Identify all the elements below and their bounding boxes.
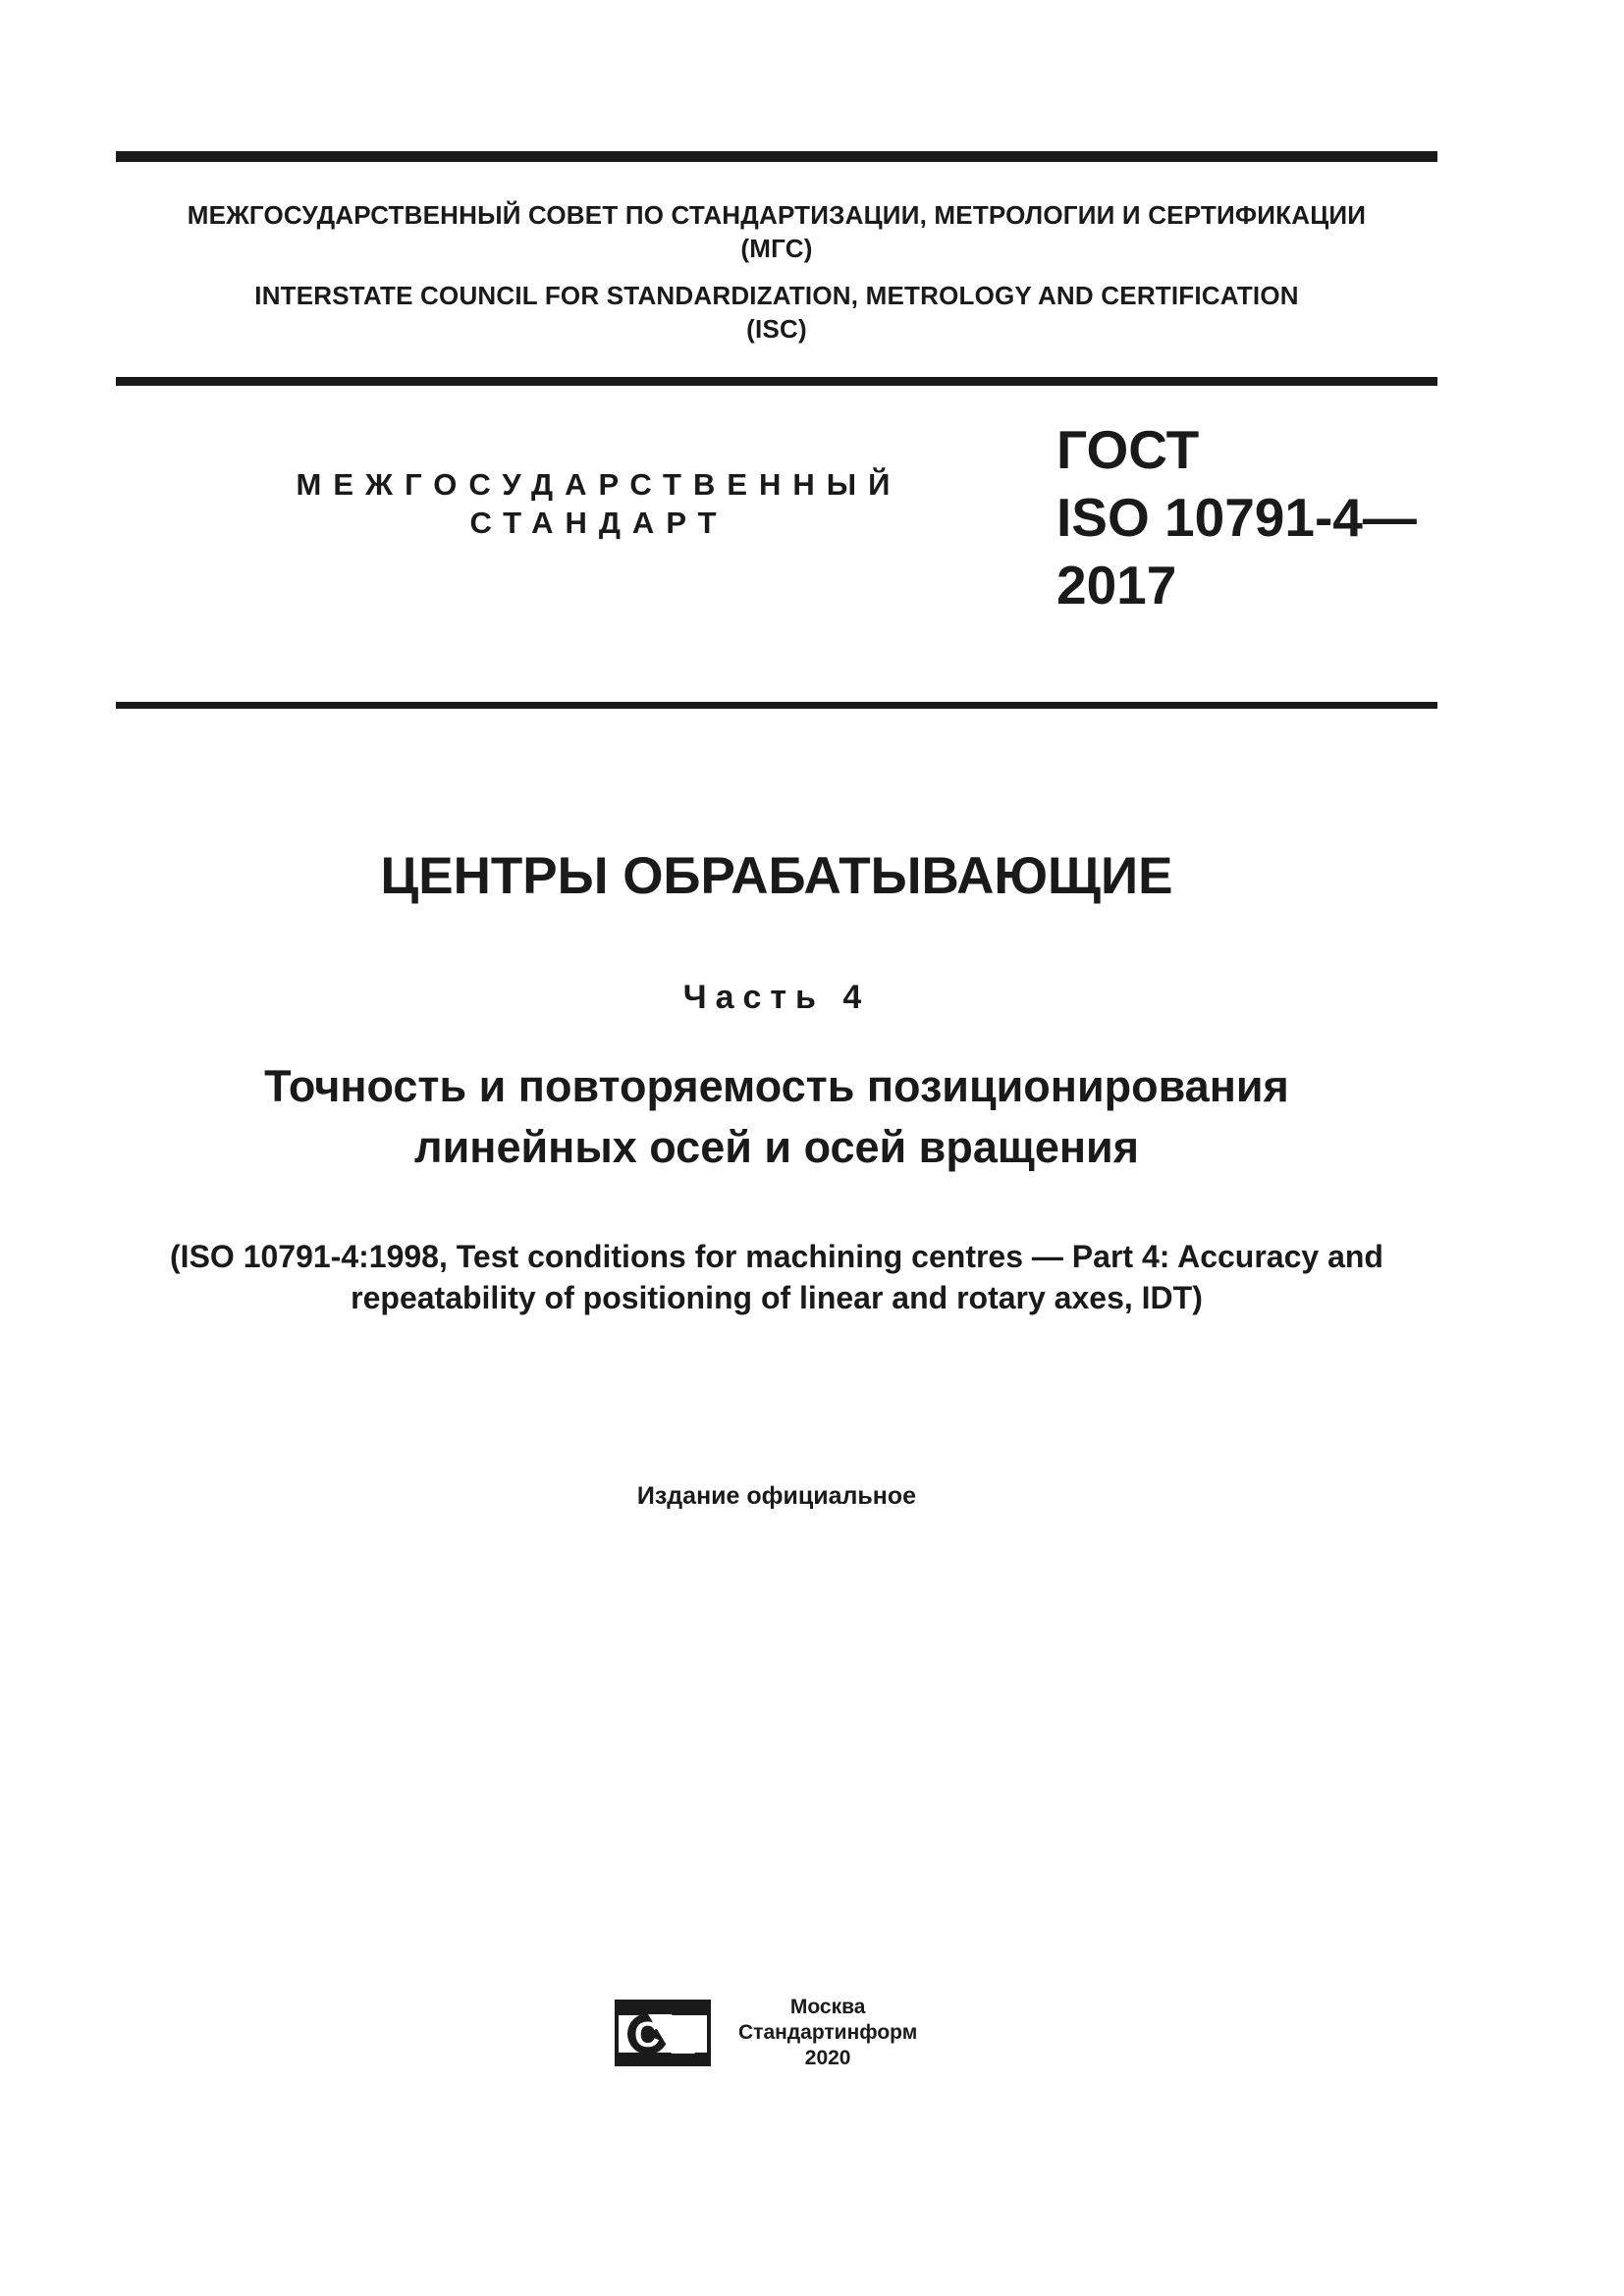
- subtitle-line1: Точность и повторяемость позиционирования: [264, 1061, 1289, 1111]
- council-ru-line1: МЕЖГОСУДАРСТВЕННЫЙ СОВЕТ ПО СТАНДАРТИЗАЦИИ, МЕТРОЛОГИИ И СЕРТИФИКАЦИИ: [187, 200, 1367, 230]
- council-en-line1: INTERSTATE COUNCIL FOR STANDARDIZATION, METROLOGY AND CERTIFICATION: [254, 281, 1299, 310]
- standard-designation: [1056, 416, 1417, 619]
- council-en-abbrev: (ISC): [746, 314, 807, 344]
- council-name-ru: [116, 198, 1437, 265]
- iso-reference-line2: repeatability of positioning of linear and rotary axes, IDT): [351, 1280, 1203, 1315]
- header-rule: [116, 377, 1437, 386]
- standard-type: [275, 465, 923, 542]
- document-subtitle: [116, 1056, 1437, 1178]
- designation-line2: ISO 10791-4—: [1056, 487, 1417, 548]
- council-ru-abbrev: (МГС): [740, 234, 813, 263]
- standard-type-line2: СТАНДАРТ: [469, 506, 729, 540]
- document-title: ЦЕНТРЫ ОБРАБАТЫВАЮЩИЕ: [380, 847, 1173, 905]
- publisher-city: Москва: [789, 1996, 866, 2018]
- council-name-en: [116, 279, 1437, 346]
- publisher-block: [615, 1995, 917, 2071]
- standard-type-line1: МЕЖГОСУДАРСТВЕННЫЙ: [296, 467, 902, 502]
- standartinform-logo-icon: [615, 1999, 711, 2067]
- designation-line3: 2017: [1056, 555, 1177, 615]
- designation-rule: [116, 702, 1437, 709]
- publisher-name: Стандартинформ: [738, 2021, 918, 2044]
- part-number: Часть 4: [682, 979, 871, 1016]
- subtitle-line2: линейных осей и осей вращения: [414, 1122, 1139, 1172]
- logo-text: СТИ: [634, 2014, 706, 2055]
- edition-note: Издание официальное: [636, 1482, 917, 1510]
- publication-year: 2020: [804, 2047, 851, 2069]
- iso-reference-line1: (ISO 10791-4:1998, Test conditions for machining centres — Part 4: Accuracy and: [170, 1239, 1383, 1274]
- top-rule: [116, 151, 1437, 162]
- publisher-text: [738, 1995, 917, 2071]
- iso-reference: [116, 1236, 1437, 1318]
- designation-line1: ГОСТ: [1056, 419, 1200, 480]
